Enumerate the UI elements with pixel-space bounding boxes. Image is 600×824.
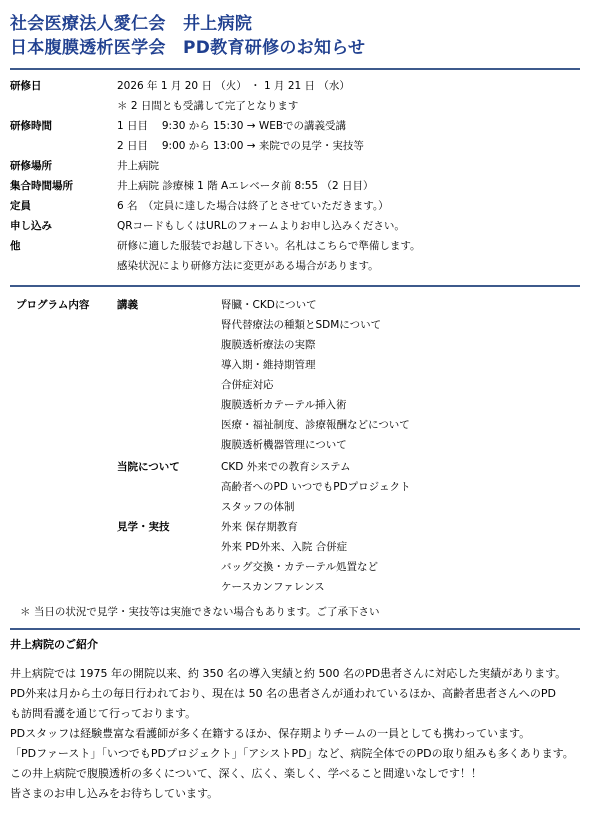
intro-paragraph: 皆さまのお申し込みをお待ちしています。 xyxy=(10,787,219,800)
apply-value: QRコードもしくはURLのフォームよりお申し込みください。 xyxy=(117,220,405,232)
program-item: 腹膜透析療法の実際 xyxy=(221,339,316,351)
capacity-value: 6 名 （定員に達した場合は終了とさせていただきます。） xyxy=(117,200,389,212)
intro-paragraph: PDスタッフは経験豊富な看護師が多く在籍するほか、保存期よりチームの一員としても携わっています。 xyxy=(10,727,531,740)
intro-paragraph: も訪問看護を通じて行っております。 xyxy=(10,707,197,720)
program-note: ＊ 当日の状況で見学・実技等は実施できない場合もあります。ご了承下さい xyxy=(20,606,380,618)
intro-paragraph: 「PDファースト」「いつでもPDプロジェクト」「アシストPD」など、病院全体でのPDの取り組みも多くあります。 xyxy=(10,747,574,760)
capacity-label: 定員 xyxy=(10,200,31,212)
intro-paragraph: 井上病院では 1975 年の開院以来、約 350 名の導入実績と約 500 名のPD患者さんに対応した実績があります。 xyxy=(10,667,567,680)
program-item: ケースカンファレンス xyxy=(221,581,325,593)
other-label: 他 xyxy=(10,240,21,252)
program-item: 腹膜透析カテーテル挿入術 xyxy=(221,399,347,411)
date-label: 研修日 xyxy=(10,80,42,92)
program-item: 外来 PD外来、入院 合併症 xyxy=(221,541,348,553)
date-value: 2026 年 1 月 20 日 （火） ・ 1 月 21 日 （水） xyxy=(117,80,350,92)
time-label: 研修時間 xyxy=(10,120,52,132)
other-value-1: 研修に適した服装でお越し下さい。名札はこちらで準備します。 xyxy=(117,240,421,252)
notice-title: 日本腹膜透析医学会 PD教育研修のお知らせ xyxy=(10,38,366,58)
time-day1: 1 日目 9:30 から 15:30 → WEBでの講義受講 xyxy=(117,120,347,132)
intro-paragraph: この井上病院で腹膜透析の多くについて、深く、広く、楽しく、学べること間違いなしです！！ xyxy=(10,767,482,780)
place-value: 井上病院 xyxy=(117,160,159,172)
date-note: ＊ 2 日間とも受講して完了となります xyxy=(117,100,299,112)
program-divider xyxy=(10,628,580,630)
program-item: 導入期・維持期管理 xyxy=(221,359,316,371)
program-item: スタッフの体制 xyxy=(221,501,295,513)
hospital-name-heading: 社会医療法人愛仁会 井上病院 xyxy=(10,14,253,34)
place-label: 研修場所 xyxy=(10,160,52,172)
program-item: 医療・福祉制度、診療報酬などについて xyxy=(221,419,410,431)
section-lecture: 講義 xyxy=(117,299,138,311)
intro-paragraph: PD外来は月から土の毎日行われており、現在は 50 名の患者さんが通われているほか、高齢者患者さんへのPD xyxy=(10,687,556,700)
program-label: プログラム内容 xyxy=(16,299,90,311)
intro-title: 井上病院のご紹介 xyxy=(10,638,98,651)
time-day2: 2 日目 9:00 から 13:00 → 来院での見学・実技等 xyxy=(117,140,364,152)
program-item: 腹膜透析機器管理について xyxy=(221,439,347,451)
section-practice: 見学・実技 xyxy=(117,521,170,533)
program-item: 腎臓・CKDについて xyxy=(221,299,317,311)
header-divider xyxy=(10,68,580,70)
program-item: 高齢者へのPD いつでもPDプロジェクト xyxy=(221,481,411,493)
apply-label: 申し込み xyxy=(10,220,52,232)
program-item: 腎代替療法の種類とSDMについて xyxy=(221,319,382,331)
meet-label: 集合時間場所 xyxy=(10,180,73,192)
other-value-2: 感染状況により研修方法に変更がある場合があります。 xyxy=(117,260,379,272)
info-divider xyxy=(10,285,580,287)
program-item: CKD 外来での教育システム xyxy=(221,461,351,473)
program-item: 外来 保存期教育 xyxy=(221,521,298,533)
program-item: 合併症対応 xyxy=(221,379,274,391)
meet-value: 井上病院 診療棟 1 階 Aエレベータ前 8:55 （2 日目） xyxy=(117,180,374,192)
section-about-hospital: 当院について xyxy=(117,461,180,473)
program-item: バッグ交換・カテーテル処置など xyxy=(221,561,378,573)
